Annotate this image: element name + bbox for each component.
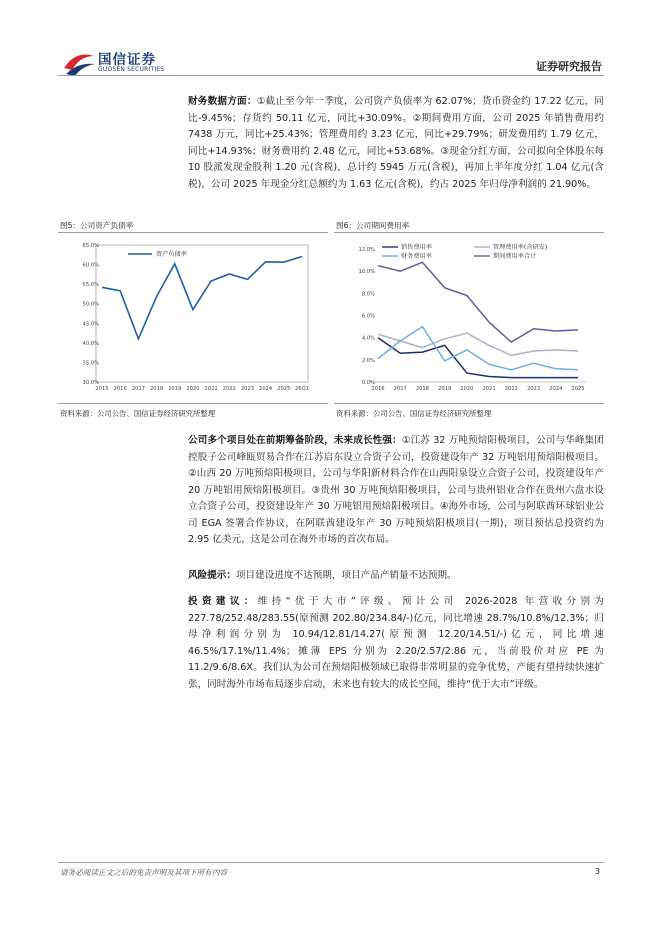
x-tick-label: 26Q1	[295, 386, 309, 392]
fig6-source-rule	[334, 403, 604, 404]
plot-frame	[96, 245, 308, 382]
debt-ratio-chart	[70, 235, 320, 400]
y-tick-label: 2.0%	[361, 357, 375, 364]
investment-heading: 投资建议：	[188, 596, 258, 607]
projects-heading: 公司多个项目处在前期筹备阶段，未来成长性强：	[188, 435, 402, 446]
logo-text-en: GUOSEN SECURITIES	[98, 66, 165, 73]
legend-label-financial: 财务费用率	[401, 253, 432, 260]
x-tick-label: 2017	[393, 386, 407, 392]
risk-paragraph	[188, 568, 604, 585]
fig5-title-rule	[58, 232, 328, 233]
fig6-title: 图6：公司期间费用率	[336, 221, 410, 230]
x-tick-label: 2015	[95, 386, 109, 392]
page-number: 3	[594, 867, 600, 876]
y-tick-label: 12.0%	[358, 247, 375, 253]
x-tick-label: 2016	[371, 386, 385, 392]
x-tick-label: 2020	[460, 386, 474, 392]
series-line-total	[378, 262, 578, 342]
y-tick-label: 35.0%	[82, 360, 99, 367]
y-tick-label: 50.0%	[82, 301, 99, 308]
financial-paragraph	[188, 94, 604, 193]
series-line-debt-ratio	[102, 257, 302, 339]
y-tick-label: 65.0%	[82, 243, 99, 249]
x-tick-label: 2018	[415, 386, 430, 392]
y-tick-label: 8.0%	[361, 291, 375, 298]
x-tick-label: 2016	[113, 386, 127, 392]
x-tick-label: 2020	[186, 386, 200, 392]
footer-disclaimer: 请务必阅读正文之后的免责声明及其项下所有内容	[60, 868, 228, 877]
footer-divider	[58, 862, 604, 863]
company-logo	[62, 44, 192, 78]
y-tick-label: 45.0%	[82, 321, 99, 328]
x-tick-label: 2017	[131, 386, 145, 392]
fig5-source-rule	[58, 403, 328, 404]
y-tick-label: 55.0%	[82, 282, 99, 289]
x-tick-label: 2022	[504, 386, 518, 392]
legend-label-debt-ratio: 资产负债率	[156, 251, 187, 258]
x-tick-label: 2022	[222, 386, 236, 392]
x-tick-label: 2025	[277, 386, 291, 392]
fig5-title: 图5：公司资产负债率	[60, 221, 134, 230]
x-tick-label: 2024	[259, 386, 273, 392]
risk-heading: 风险提示：	[188, 570, 236, 581]
report-type-label: 证券研究报告	[536, 60, 602, 73]
x-tick-label: 2025	[571, 386, 585, 392]
x-tick-label: 2019	[438, 386, 452, 392]
x-tick-label: 2021	[482, 386, 496, 392]
y-tick-label: 0.0%	[361, 380, 375, 386]
fig6-source: 资料来源：公司公告、国信证券经济研究所整理	[336, 409, 492, 418]
header-divider	[58, 75, 604, 76]
investment-text: 维持“优于大市”评级。预计公司 2026-2028 年营收分别为 227.78/252.48/283.55(原预测 202.80/234.84/-)亿元，同比增速 28.7%/10.8%/12.3%；归母净利润分别为 10.94/12.81/14.27(原预测 12.20/14.51/-)亿元，同比增速 46.5%/17.1%/11.4%；摊薄 EPS 分别为 2.20/2.57/2.86 元，当前股价对应 PE 为 11.2/9.6/8.6X。我们认为公司在预焙阳极领域已取得非常明显的竞争优势，产能有望持续快速扩张，同时海外市场布局逐步启动，未来也有较大的成长空间，维持“优于大市”评级。	[188, 596, 604, 690]
y-tick-label: 4.0%	[361, 335, 375, 342]
legend-label-selling: 销售费用率	[401, 244, 432, 251]
fig5-source: 资料来源：公司公告、国信证券经济研究所整理	[60, 409, 216, 418]
x-tick-label: 2019	[168, 386, 182, 392]
x-tick-label: 2021	[204, 386, 218, 392]
financial-text: ①截止至今年一季度，公司资产负债率为 62.07%；货币资金约 17.22 亿元，同比-9.45%；存货约 50.11 亿元，同比+30.09%。②期间费用方面，公司 2025 年销售费用约 7438 万元，同比+25.43%；管理费用约 3.23 亿元，同比+29.79%；研发费用约 1.79 亿元，同比+14.93%；财务费用约 2.48 亿元，同比+53.68%。③现金分红方面，公司拟向全体股东每 10 股派发现金股利 1.20 元(含税)，总计约 5945 万元(含税)，再加上半年度分红 1.04 亿元(含税)，公司 2025 年现金分红总额约为 1.63 亿元(含税)，约占 2025 年归母净利润的 21.90%。	[188, 96, 605, 190]
x-tick-label: 2018	[149, 386, 164, 392]
y-tick-label: 60.0%	[82, 262, 99, 269]
y-tick-label: 30.0%	[82, 380, 99, 386]
x-tick-label: 2023	[240, 386, 255, 392]
logo-text-cn: 国信证券	[98, 52, 156, 68]
series-line-financial	[378, 327, 578, 370]
projects-paragraph	[188, 433, 604, 549]
investment-paragraph	[188, 594, 604, 693]
expense-ratio-chart	[346, 235, 596, 400]
legend-label-total: 期间费用率合计	[493, 253, 537, 260]
projects-text: ①江苏 32 万吨预焙阳极项目，公司与华峰集团控股子公司峰瓯贸易合作在江苏启东设立合资子公司，投资建设年产 32 万吨铝用预焙阳极项目。②山西 20 万吨预焙阳极项目，公司与华阳新材料合作在山西阳泉设立合资子公司，投资建设年产 20 万吨铝用预焙阳极项目。③贵州 30 万吨预焙阳极项目，公司与贵州铝业合作在贵州六盘水设立合资子公司，投资建设年产 30 万吨铝用预焙阳极项目。④海外市场，公司与阿联酋环球铝业公司 EGA 签署合作协议，在阿联酋建设年产 30 万吨预焙阳极项目(一期)，项目预估总投资约为 2.95 亿美元，这是公司在海外市场的首次布局。	[188, 435, 604, 545]
financial-heading: 财务数据方面：	[188, 96, 257, 107]
y-tick-label: 40.0%	[82, 340, 99, 347]
fig6-title-rule	[334, 232, 604, 233]
legend-label-admin: 管理费用率(含研发)	[493, 244, 548, 251]
x-tick-label: 2024	[549, 386, 563, 392]
risk-text: 项目建设进度不达预期，项目产品产销量不达预期。	[235, 570, 457, 581]
logo-mark-icon	[62, 46, 96, 78]
x-tick-label: 2023	[526, 386, 541, 392]
y-tick-label: 10.0%	[358, 269, 375, 276]
y-tick-label: 6.0%	[361, 313, 375, 320]
